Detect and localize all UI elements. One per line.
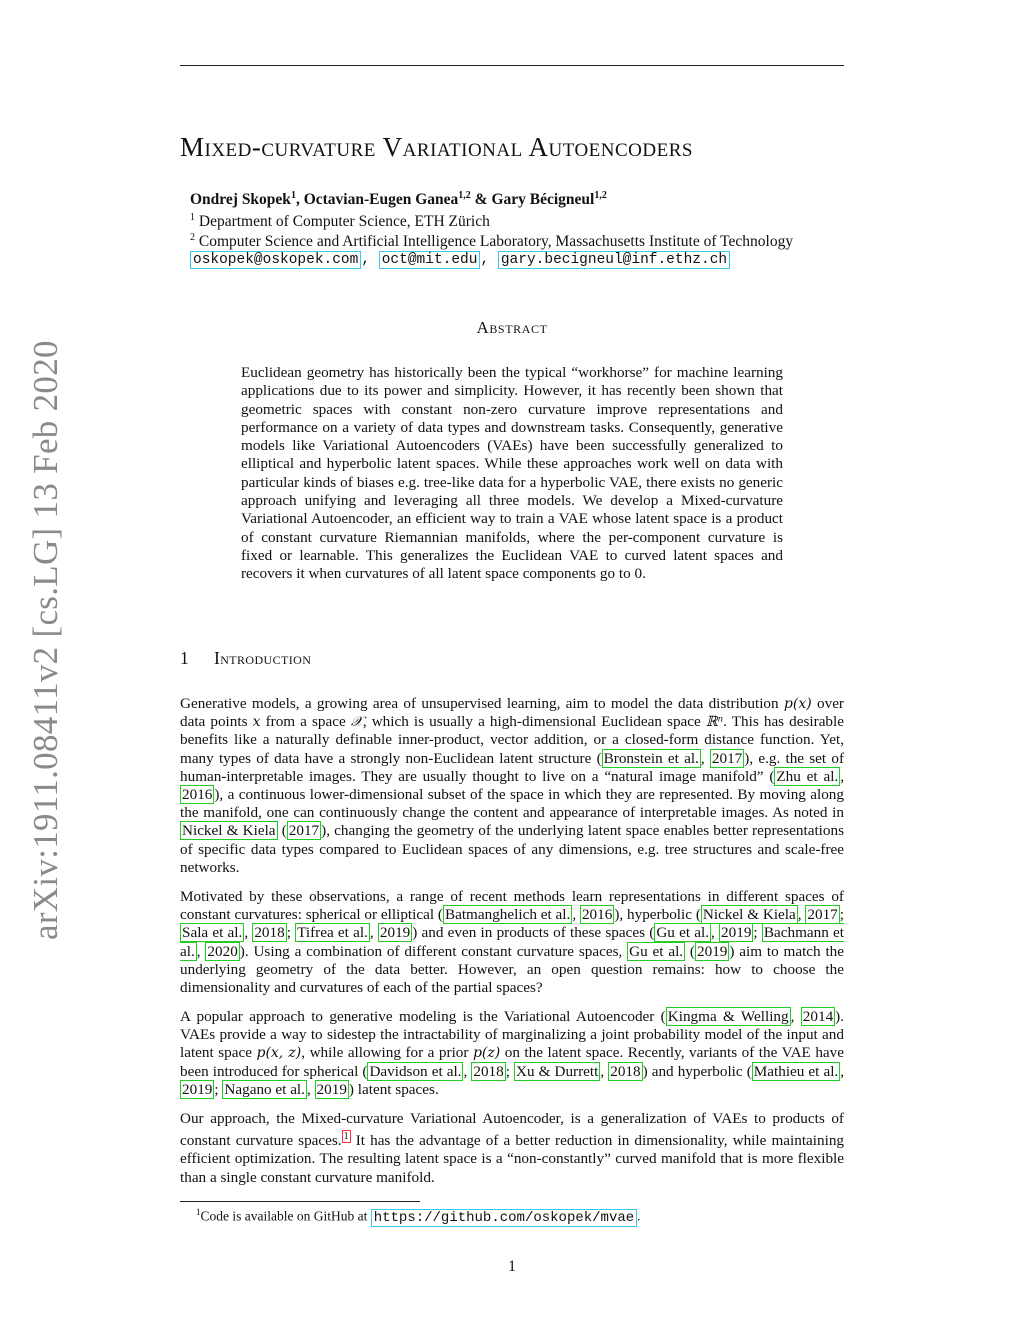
text-run: Motivated by these observations, a range of recent methods learn representations in different spaces of constant curvatures: spherical or elliptical ( [180,888,844,924]
text-run: ) latent spaces. [348,1080,439,1098]
author-mark: 1,2 [594,190,607,201]
text-run: ), changing the geometry of the underlying latent space enables better representations of specific data types compared to Euclidean spaces of any dimensions, e.g. tree structures and scale-free networks. [180,822,844,876]
math-inline: p(z) [472,1045,501,1062]
citation-link[interactable]: Tifrea et al. [297,924,368,942]
math-inline: x [252,714,261,731]
author-line: Ondrej Skopek$^1$, Octavian-Eugen Ganea$^{1,2}$ & Gary Bécigneul$^{1,2}$ [190,190,607,209]
abstract-body: Euclidean geometry has historically been the typical “workhorse” for machine learning applications due to its power and simplicity. However, it has recently been shown that geometric spaces with constant non-zero curvature improve representations and performance on a variety of data types and downstream tasks. Consequently, generative models like Variational Autoencoders (VAEs) have been successfully generalized to elliptical and hyperbolic latent spaces. While these approaches work well on data with particular kinds of biases e.g. tree-like data for a hyperbolic VAE, there exists no generic approach unifying and leveraging all three models. We develop a Mixed-curvature Variational Autoencoder, an efficient way to train a VAE whose latent space is a product of constant curvature Riemannian manifolds, where the per-component curvature is fixed or learnable. This generalizes the Euclidean VAE to curved latent spaces and recovers it when curvatures of all latent space components go to 0. [241,364,783,583]
text-run: ), hyperbolic ( [614,906,701,924]
citation-year-link[interactable]: 2016 [581,906,613,924]
footnote-mark: 1 [196,1207,201,1217]
text-run: , [244,924,253,942]
affiliation-mark: 2 [190,232,195,243]
email-line: oskopek@oskopek.com , oct@mit.edu , gary.becigneul@inf.ethz.ch [190,252,730,268]
citation-year-link[interactable]: 2019 [697,942,728,960]
text-run: Our approach, the Mixed-curvature Variational Autoencoder, is a generalization of VAEs to products of constant curvature spaces. [180,1110,844,1150]
text-run: , [572,906,580,924]
math-inline: ℝⁿ [705,714,724,731]
email-link[interactable]: gary.becigneul@inf.ethz.ch [498,251,730,269]
text-run: , [196,942,206,960]
author-name: Gary Bécigneul [491,191,595,209]
citation-year-link[interactable]: 2017 [288,822,320,840]
affiliation-mark: 1 [190,212,195,223]
affiliation-2 [190,232,793,251]
text-run: from a space [260,713,351,731]
section-heading [180,648,311,669]
footnote [196,1207,641,1226]
citation-link[interactable]: Kingma & Welling [667,1008,789,1025]
text-run: Generative models, a growing area of unsupervised learning, aim to model the data distribution [180,695,779,712]
text-run: , which is usually a high-dimensional Euclidean space [362,713,706,731]
section-title: Introduction [214,648,312,668]
text-run: ; [839,906,844,924]
text-run: ). Using a combination of different constant curvature spaces, [239,942,628,960]
footnote-end: . [637,1208,641,1224]
citation-year-link[interactable]: 2018 [610,1062,641,1080]
text-run: , [369,924,378,942]
text-run: , [797,906,806,924]
author-name: Ondrej Skopek [190,191,291,209]
citation-link[interactable]: Zhu et al. [776,767,839,785]
citation-year-link[interactable]: 2017 [807,906,838,924]
citation-link[interactable]: Mathieu et al. [753,1062,839,1080]
intro-paragraph-3 [180,1008,844,1099]
math-inline: p(x, z) [256,1045,302,1062]
arxiv-stamp: arXiv:1911.08411v2 [cs.LG] 13 Feb 2020 [26,340,65,940]
text-run: , while allowing for a prior [301,1044,473,1062]
citation-year-link[interactable]: 2018 [473,1062,504,1080]
citation-link[interactable]: Nagano et al. [224,1080,305,1098]
text-run: ) aim to match the underlying geometry of the data better. However, an open question remains: how to choose the dimensionality and curvatures of each of the partial spaces? [180,942,845,997]
citation-year-link[interactable]: 2014 [802,1008,834,1025]
text-run: ; [505,1062,514,1080]
text-run: ) and hyperbolic ( [642,1062,752,1080]
text-run: ), e.g. the set of human-interpretable images. They are usually thought to live on a “natural image manifold” ( [180,749,845,785]
citation-link[interactable]: Davidson et al. [369,1062,462,1080]
text-run: ; [753,924,762,942]
citation-year-link[interactable]: 2019 [182,1080,213,1098]
github-url-link[interactable]: https://github.com/oskopek/mvae [371,1209,637,1227]
citation-link[interactable]: Nickel & Kiela [182,822,276,840]
citation-year-link[interactable]: 2017 [711,749,743,767]
text-run: ), a continuous lower-dimensional subset of the space in which they are represented. By moving along the manifold, one can continuously change the content and appearance of interpretable images. As noted in [180,786,844,822]
text-run: A popular approach to generative modeling is the Variational Autoencoder ( [180,1008,666,1025]
text-run: over data points [180,695,844,731]
text-run: ; [214,1080,223,1098]
author-amp: & [474,191,488,209]
footnote-text: Code is available on GitHub at [200,1208,371,1224]
text-run: ; [286,924,296,942]
text-run: ( [277,822,287,840]
text-run: , [840,1062,845,1080]
intro-paragraph-2 [180,888,844,997]
text-run: , [700,749,710,767]
citation-year-link[interactable]: 2020 [207,942,238,960]
email-link[interactable]: oskopek@oskopek.com [190,251,361,269]
text-run: ( [685,942,695,960]
citation-link[interactable]: Sala et al. [182,924,243,942]
text-run: , [600,1062,609,1080]
affiliation-text: Department of Computer Science, ETH Zürich [198,213,490,231]
paper-title: Mixed-curvature Variational Autoencoders [180,132,693,162]
footnote-ref-link[interactable]: 1 [343,1131,349,1143]
math-inline: 𝒳 [350,714,363,731]
text-run: , [306,1080,315,1098]
author-mark: 1 [290,190,296,201]
math-inline: p(x) [783,696,812,712]
text-run: . This has desirable benefits like a naturally definable inner-product, vector addition, or a closed-form distance function. Yet, many types of data have a strongly non-Euclidean latent structure ( [180,713,844,767]
citation-link[interactable]: Nickel & Kiela [702,906,796,924]
author-mark: 1,2 [458,190,471,201]
citation-year-link[interactable]: 2019 [379,924,411,942]
citation-year-link[interactable]: 2019 [316,1080,347,1098]
text-run: It has the advantage of a better reduction in dimensionality, while maintaining efficient optimization. The resulting latent space is a “non-constantly” curved manifold that is more flexible than a single constant curvature manifold. [180,1132,845,1186]
author-name: Octavian-Eugen Ganea [303,191,459,209]
text-run: , [711,924,720,942]
text-run: on the latent space. Recently, variants of the VAE have been introduced for spherical ( [180,1044,845,1080]
affiliation-text: Computer Science and Artificial Intelligence Laboratory, Massachusetts Institute of Technology [198,233,794,251]
section-number: 1 [180,648,190,668]
text-run: ) and even in products of these spaces ( [412,924,655,942]
citation-link[interactable]: Bronstein et al. [603,749,699,767]
intro-paragraph-1 [180,695,844,877]
footnote-rule [180,1201,420,1202]
page-number: 1 [508,1258,516,1275]
abstract-heading: Abstract [476,318,548,337]
top-rule [180,65,844,66]
citation-link[interactable]: Xu & Durrett [516,1062,599,1080]
text-run: , [463,1062,472,1080]
text-run: ). VAEs provide a way to sidestep the intractability of marginalizing a joint probability model of the input and latent space [180,1008,845,1062]
affiliation-1 [190,212,490,231]
citation-year-link[interactable]: 2019 [721,924,752,942]
intro-paragraph-4 [180,1110,844,1187]
citation-link[interactable]: Bachmann et al. [180,924,844,960]
citation-link[interactable]: Gu et al. [656,924,710,942]
citation-link[interactable]: Batmanghelich et al. [444,906,571,924]
citation-year-link[interactable]: 2018 [254,924,285,942]
citation-link[interactable]: Gu et al. [629,942,684,960]
text-run: , [840,767,845,785]
email-link[interactable]: oct@mit.edu [379,251,481,269]
text-run: , [790,1008,801,1025]
citation-year-link[interactable]: 2016 [182,786,213,804]
